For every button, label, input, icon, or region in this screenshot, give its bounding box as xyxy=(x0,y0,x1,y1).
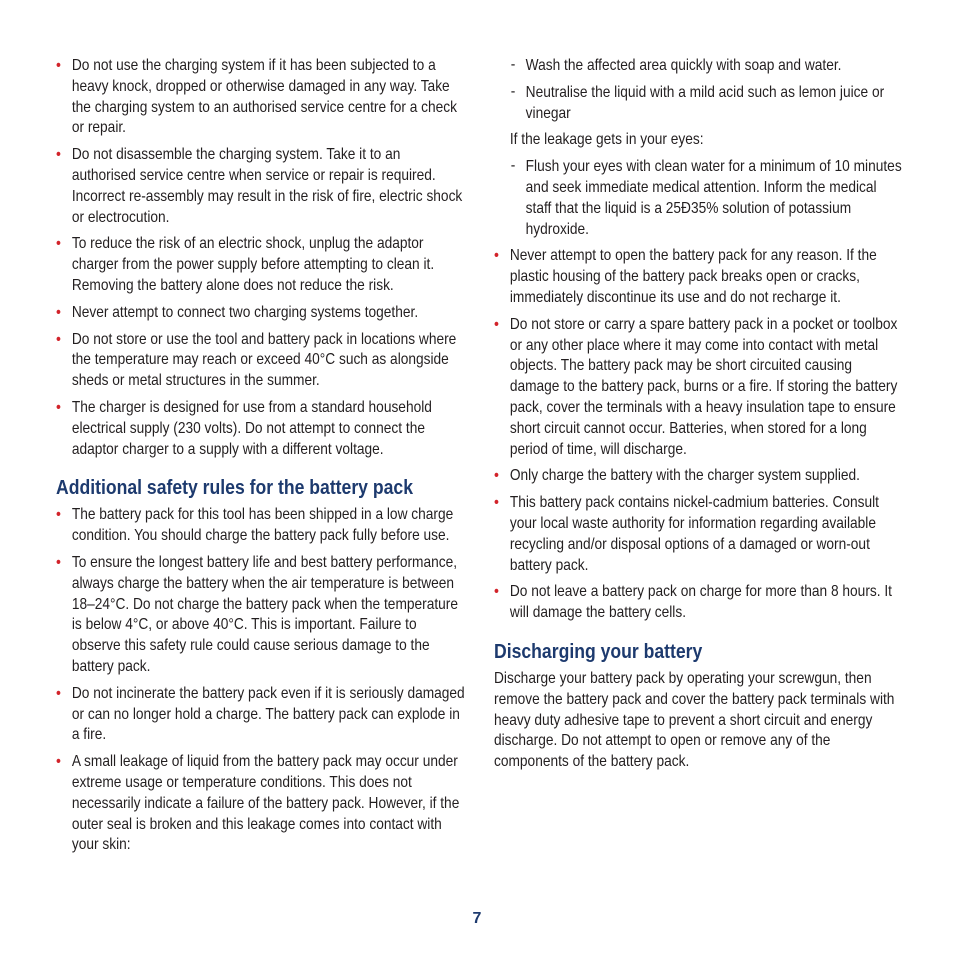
bullet-item: • Do not store or use the tool and battery pack in locations where the temperature may reach or exceed 40°C such as alongside sheds or metal structures in the summer. xyxy=(56,330,466,392)
bullet-item: • Do not store or carry a spare battery pack in a pocket or toolbox or any other place where it may come into contact with metal objects. The battery pack may be short circuited causing damage to the battery pack, burns or a fire. If storing the battery pack, cover the terminals with a heavy insulation tape to ensure short circuit cannot occur. Batteries, when stored for a long period of time, will discharge. xyxy=(494,315,904,461)
right-column-text xyxy=(494,56,904,773)
bullet-item: • Do not incinerate the battery pack even if it is seriously damaged or can no longer hold a charge. The battery pack can explode in a fire. xyxy=(56,684,466,746)
page-number: 7 xyxy=(472,910,482,927)
bullet-item: • Do not leave a battery pack on charge for more than 8 hours. It will damage the battery cells. xyxy=(494,582,904,624)
bullet-item: • The battery pack for this tool has been shipped in a low charge condition. You should charge the battery pack fully before use. xyxy=(56,505,466,547)
safety-bullet-list xyxy=(56,56,466,460)
battery-bullet-list-continued xyxy=(494,246,904,624)
skin-dash-list xyxy=(494,56,904,124)
dash-item: - Neutralise the liquid with a mild acid such as lemon juice or vinegar xyxy=(510,83,904,125)
bullet-item: • This battery pack contains nickel-cadmium batteries. Consult your local waste authority for information regarding available recycling and/or disposal options of a damaged or worn-out battery pack. xyxy=(494,493,904,576)
bullet-item: • The charger is designed for use from a standard household electrical supply (230 volts). Do not attempt to connect the adaptor charger to a supply with a different voltage. xyxy=(56,398,466,460)
bullet-item: • To reduce the risk of an electric shock, unplug the adaptor charger from the power supply before attempting to clean it. Removing the battery alone does not reduce the risk. xyxy=(56,234,466,296)
dash-item: - Flush your eyes with clean water for a minimum of 10 minutes and seek immediate medical attention. Inform the medical staff that the liquid is a 25Ð35% solution of potassium hydroxide. xyxy=(510,157,904,240)
bullet-item: • Do not use the charging system if it has been subjected to a heavy knock, dropped or otherwise damaged in any way. Take the charging system to an authorised service centre for a check or repair. xyxy=(56,56,466,139)
dash-item: - Wash the affected area quickly with soap and water. xyxy=(510,56,904,77)
left-column xyxy=(56,56,466,862)
bullet-item: • A small leakage of liquid from the battery pack may occur under extreme usage or temperature conditions. This does not necessarily indicate a failure of the battery pack. However, if the outer seal is broken and this leakage comes into contact with your skin: xyxy=(56,752,466,856)
section-heading-battery-rules: Additional safety rules for the battery pack xyxy=(56,477,413,500)
discharging-paragraph: Discharge your battery pack by operating your screwgun, then remove the battery pack and cover the battery pack terminals with heavy duty adhesive tape to prevent a short circuit and energy discharge. Do not attempt to open or remove any of the components of the battery pack. xyxy=(494,669,895,771)
left-column-text xyxy=(56,56,466,856)
right-column xyxy=(494,56,904,779)
bullet-item: • Do not disassemble the charging system. Take it to an authorised service centre when service or repair is required. Incorrect re-assembly may result in the risk of fire, electric shock or electrocution. xyxy=(56,145,466,228)
bullet-item: • Only charge the battery with the charger system supplied. xyxy=(494,466,904,487)
bullet-item: • Never attempt to open the battery pack for any reason. If the plastic housing of the battery pack breaks open or cracks, immediately discontinue its use and do not recharge it. xyxy=(494,246,904,308)
section-heading-discharging: Discharging your battery xyxy=(494,640,703,663)
battery-bullet-list xyxy=(56,505,466,856)
bullet-item: • To ensure the longest battery life and best battery performance, always charge the battery when the air temperature is between 18–24°C. Do not charge the battery pack when the temperature is below 4°C, or above 40°C. This is important. Failure to observe this safety rule could cause serious damage to the battery pack. xyxy=(56,553,466,678)
bullet-item: • Never attempt to connect two charging systems together. xyxy=(56,303,466,324)
eyes-intro: If the leakage gets in your eyes: xyxy=(509,131,704,149)
eyes-dash-list xyxy=(494,157,904,240)
